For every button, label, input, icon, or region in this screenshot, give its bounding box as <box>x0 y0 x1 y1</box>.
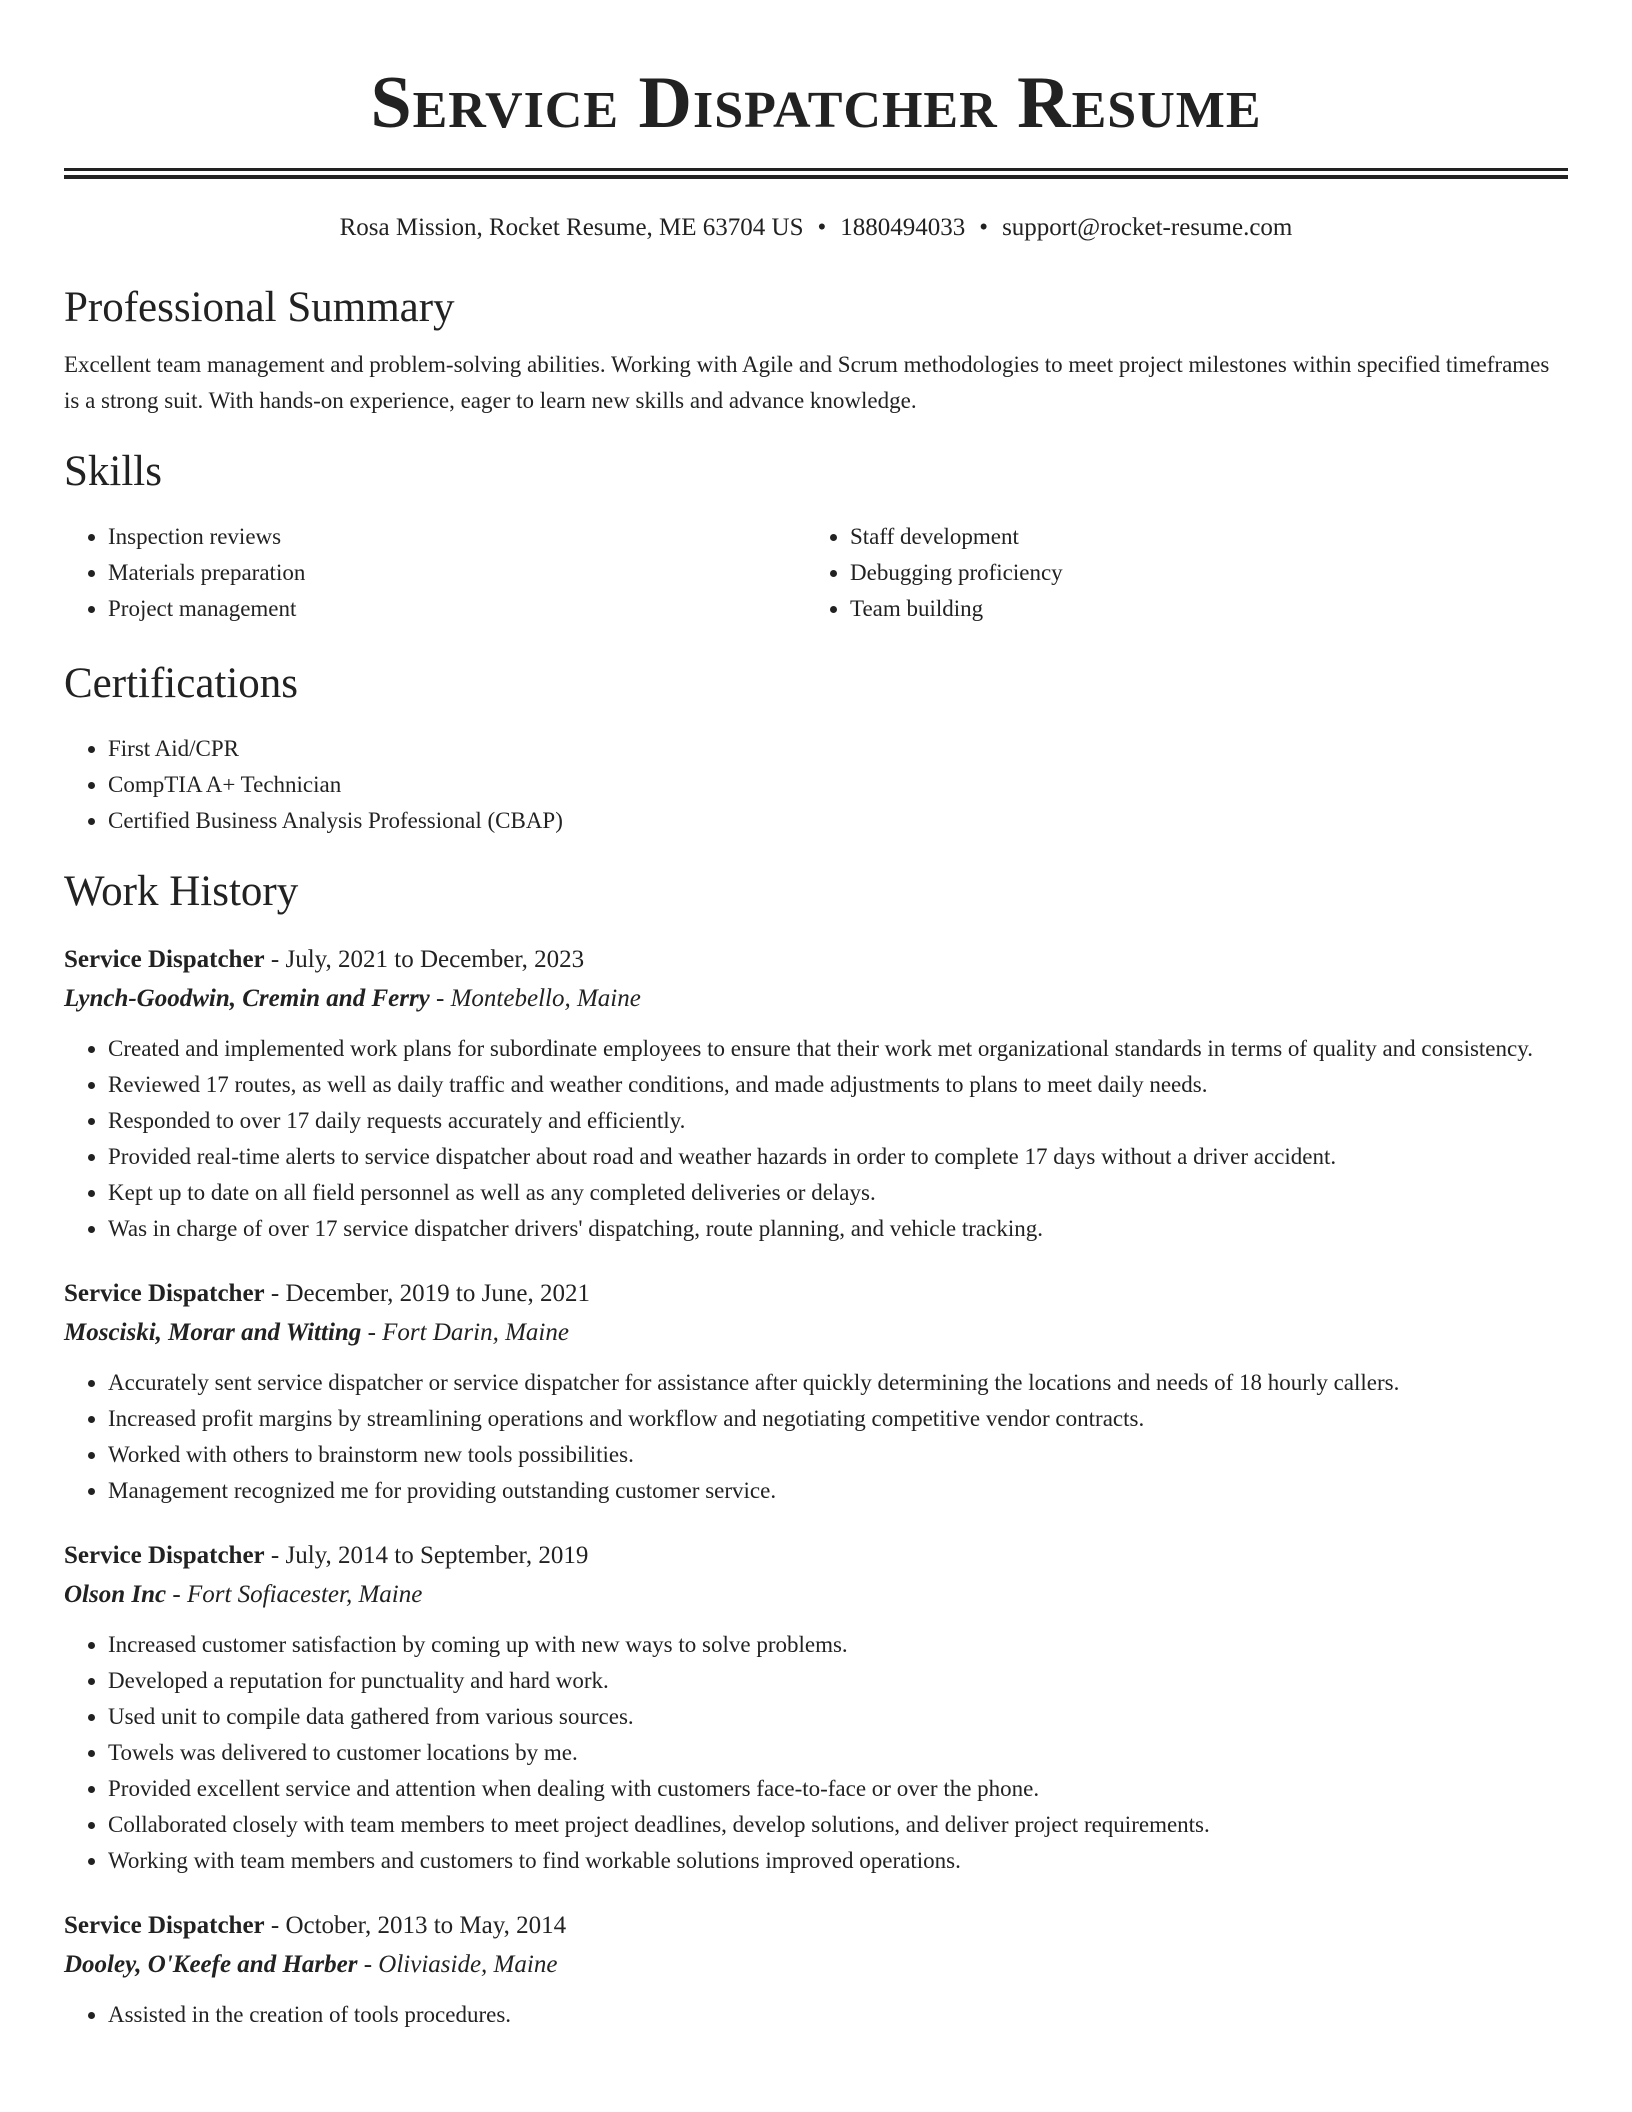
job-bullet: • Responded to over 17 daily requests accurately and efficiently. <box>108 1103 1568 1139</box>
job-bullet: • Increased profit margins by streamlining operations and workflow and negotiating competitive vendor contracts. <box>108 1401 1568 1437</box>
job-company-line <box>64 1575 1568 1615</box>
job-location: - Montebello, Maine <box>429 985 641 1012</box>
job-company-line <box>64 1313 1568 1353</box>
certifications-heading: Certifications <box>64 660 299 707</box>
job-bullets <box>64 1997 1568 2033</box>
job-title-line <box>64 941 1568 979</box>
job-bullet: • Provided excellent service and attention when dealing with customers face-to-face or over the phone. <box>108 1771 1568 1807</box>
job-bullets <box>64 1627 1568 1879</box>
job-bullet: • Assisted in the creation of tools procedures. <box>108 1997 1568 2033</box>
certification-item: • CompTIA A+ Technician <box>108 767 1568 803</box>
job-dates: - October, 2013 to May, 2014 <box>264 1912 567 1939</box>
skill-item: • Staff development <box>850 519 1548 555</box>
contact-separator: • <box>979 214 989 241</box>
job-bullet: • Collaborated closely with team members to meet project deadlines, develop solutions, and deliver project requirements. <box>108 1807 1568 1843</box>
job-company: Dooley, O'Keefe and Harber <box>64 1951 358 1978</box>
job-entry <box>64 1907 1568 2033</box>
job-bullet: • Management recognized me for providing outstanding customer service. <box>108 1473 1568 1509</box>
job-role: Service Dispatcher <box>64 1280 265 1307</box>
job-bullet: • Reviewed 17 routes, as well as daily traffic and weather conditions, and made adjustments to plans to meet daily needs. <box>108 1067 1568 1103</box>
job-bullet: • Working with team members and customers to find workable solutions improved operations. <box>108 1843 1568 1879</box>
certifications-list <box>64 731 1568 839</box>
job-dates: - December, 2019 to June, 2021 <box>264 1280 590 1307</box>
skill-item: • Team building <box>850 591 1548 627</box>
skills-column-left <box>64 519 806 627</box>
job-location: - Oliviaside, Maine <box>357 1951 558 1978</box>
certification-item: • Certified Business Analysis Professional (CBAP) <box>108 803 1568 839</box>
job-bullet: • Worked with others to brainstorm new tools possibilities. <box>108 1437 1568 1473</box>
job-title-line <box>64 1907 1568 1945</box>
job-bullets <box>64 1365 1568 1509</box>
summary-text: Excellent team management and problem-solving abilities. Working with Agile and Scrum methodologies to meet project milestones within specified timeframes is a strong suit. With hands-on experience, eager to learn new skills and advance knowledge. <box>64 352 1550 413</box>
certification-item: • First Aid/CPR <box>108 731 1568 767</box>
title-double-rule <box>64 168 1568 179</box>
job-role: Service Dispatcher <box>64 946 265 973</box>
skills-list-left <box>64 519 806 627</box>
job-bullet: • Kept up to date on all field personnel as well as any completed deliveries or delays. <box>108 1175 1568 1211</box>
contact-phone: 1880494033 <box>840 214 966 241</box>
job-location: - Fort Sofiacester, Maine <box>166 1581 423 1608</box>
skill-item: • Inspection reviews <box>108 519 806 555</box>
job-title-line <box>64 1275 1568 1313</box>
job-location: - Fort Darin, Maine <box>361 1319 569 1346</box>
job-company: Olson Inc <box>64 1581 167 1608</box>
skills-heading: Skills <box>64 448 162 495</box>
job-company-line <box>64 979 1568 1019</box>
job-bullet: • Created and implemented work plans for subordinate employees to ensure that their work met organizational standards in terms of quality and consistency. <box>108 1031 1568 1067</box>
job-company-line <box>64 1945 1568 1985</box>
job-role: Service Dispatcher <box>64 1542 265 1569</box>
resume-page <box>64 0 1568 2033</box>
job-bullet: • Accurately sent service dispatcher or service dispatcher for assistance after quickly determining the locations and needs of 18 hourly callers. <box>108 1365 1568 1401</box>
job-bullet: • Provided real-time alerts to service dispatcher about road and weather hazards in order to complete 17 days without a driver accident. <box>108 1139 1568 1175</box>
contact-separator: • <box>817 214 827 241</box>
job-bullet: • Was in charge of over 17 service dispatcher drivers' dispatching, route planning, and vehicle tracking. <box>108 1211 1568 1247</box>
job-dates: - July, 2014 to September, 2019 <box>264 1542 589 1569</box>
skill-item: • Debugging proficiency <box>850 555 1548 591</box>
job-company: Lynch-Goodwin, Cremin and Ferry <box>64 985 430 1012</box>
skills-grid <box>64 519 1568 627</box>
contact-line <box>64 211 1568 245</box>
skills-list-right <box>806 519 1548 627</box>
job-role: Service Dispatcher <box>64 1912 265 1939</box>
job-title-line <box>64 1537 1568 1575</box>
job-entry <box>64 941 1568 1247</box>
job-entry <box>64 1275 1568 1509</box>
job-entry <box>64 1537 1568 1879</box>
job-bullet: • Increased customer satisfaction by coming up with new ways to solve problems. <box>108 1627 1568 1663</box>
contact-address: Rosa Mission, Rocket Resume, ME 63704 US <box>339 214 804 241</box>
contact-email: support@rocket-resume.com <box>1002 214 1293 241</box>
skills-column-right <box>806 519 1548 627</box>
skill-item: • Project management <box>108 591 806 627</box>
work-history-heading: Work History <box>64 868 299 915</box>
job-bullet: • Used unit to compile data gathered from various sources. <box>108 1699 1568 1735</box>
summary-heading: Professional Summary <box>64 284 455 331</box>
job-bullet: • Towels was delivered to customer locations by me. <box>108 1735 1568 1771</box>
resume-title: Service Dispatcher Resume <box>370 62 1262 144</box>
job-company: Mosciski, Morar and Witting <box>64 1319 362 1346</box>
job-dates: - July, 2021 to December, 2023 <box>264 946 585 973</box>
skill-item: • Materials preparation <box>108 555 806 591</box>
job-bullet: • Developed a reputation for punctuality and hard work. <box>108 1663 1568 1699</box>
job-bullets <box>64 1031 1568 1247</box>
